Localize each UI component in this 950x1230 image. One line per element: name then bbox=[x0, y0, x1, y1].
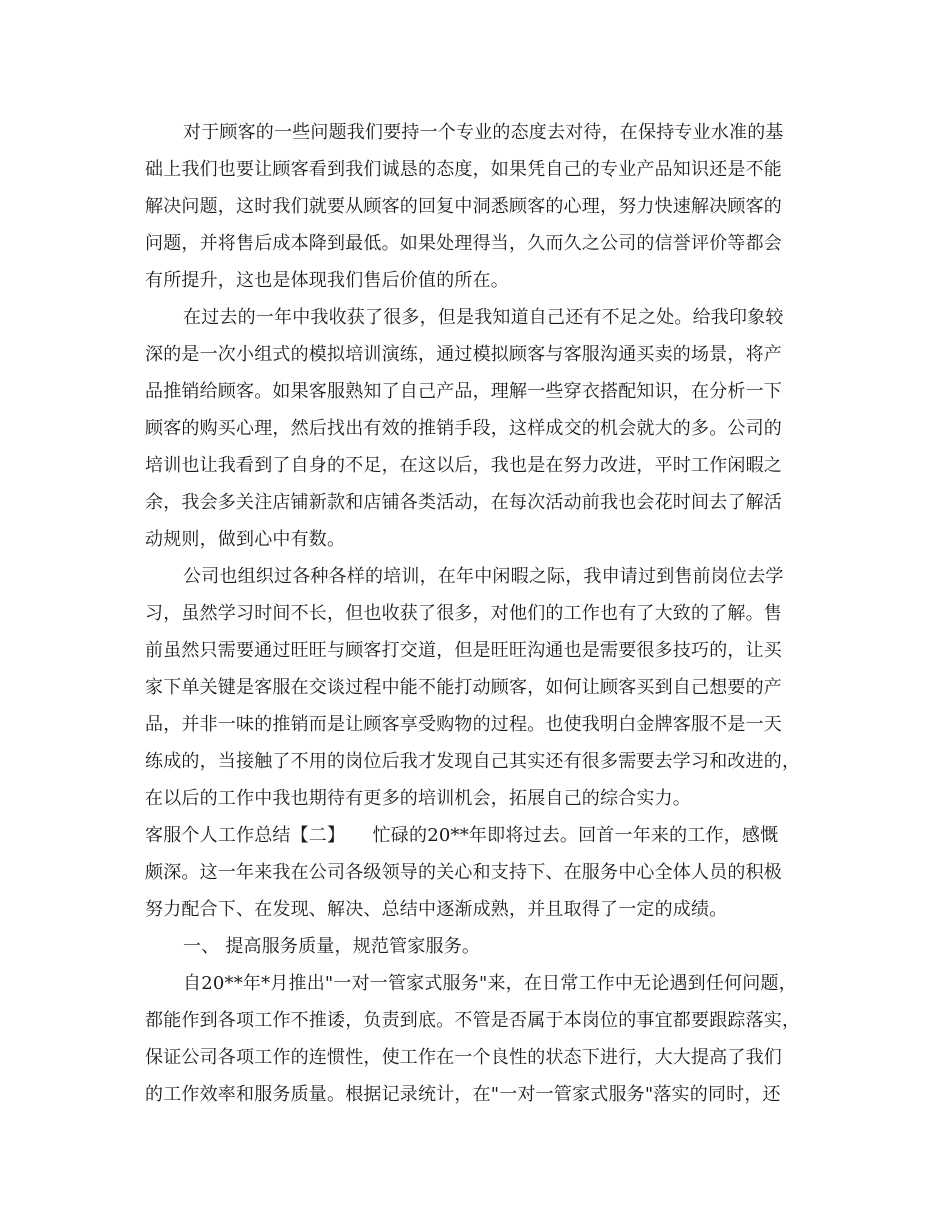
paragraph-line: 在过去的一年中我收获了很多，但是我知道自己还有不足之处。给我印象较 bbox=[183, 307, 784, 328]
paragraph-line: 颇深。这一年来我在公司各级领导的关心和支持下、在服务中心全体人员的积极 bbox=[145, 862, 782, 883]
paragraph-line: 保证公司各项工作的连惯性，使工作在一个良性的状态下进行，大大提高了我们 bbox=[145, 1047, 782, 1068]
paragraph-line: 顾客的购买心理，然后找出有效的推销手段，这样成交的机会就大的多。公司的 bbox=[145, 418, 782, 439]
paragraph-line: 培训也让我看到了自身的不足，在这以后，我也是在努力改进，平时工作闲暇之 bbox=[145, 455, 782, 476]
paragraph-line: 对于顾客的一些问题我们要持一个专业的态度去对待，在保持专业水准的基 bbox=[183, 122, 784, 143]
paragraph-line: 础上我们也要让顾客看到我们诚恳的态度，如果凭自己的专业产品知识还是不能 bbox=[145, 159, 782, 180]
paragraph-line: 都能作到各项工作不推诿，负责到底。不管是否属于本岗位的事宜都要跟踪落实， bbox=[145, 1010, 801, 1031]
paragraph-line: 前虽然只需要通过旺旺与顾客打交道，但是旺旺沟通也是需要很多技巧的，让买 bbox=[145, 640, 782, 661]
paragraph-line: 公司也组织过各种各样的培训，在年中闲暇之际，我申请过到售前岗位去学 bbox=[183, 566, 784, 587]
paragraph-line: 问题，并将售后成本降到最低。如果处理得当，久而久之公司的信誉评价等都会 bbox=[145, 233, 782, 254]
paragraph-line: 练成的，当接触了不用的岗位后我才发现自己其实还有很多需要去学习和改进的， bbox=[145, 751, 801, 772]
subsection-heading: 一、 提高服务质量，规范管家服务。 bbox=[183, 936, 481, 957]
paragraph-line: 品，并非一味的推销而是让顾客享受购物的过程。也使我明白金牌客服不是一天 bbox=[145, 714, 782, 735]
paragraph-line: 家下单关键是客服在交谈过程中能不能打动顾客，如何让顾客买到自己想要的产 bbox=[145, 677, 782, 698]
paragraph-line: 自20**年*月推出"一对一管家式服务"来，在日常工作中无论遇到任何问题， bbox=[183, 973, 797, 994]
paragraph-line: 习，虽然学习时间不长，但也收获了很多，对他们的工作也有了大致的了解。售 bbox=[145, 603, 782, 624]
paragraph-line: 有所提升，这也是体现我们售后价值的所在。 bbox=[145, 270, 509, 291]
section-heading-line: 客服个人工作总结【二】 忙碌的20**年即将过去。回首一年来的工作，感慨 bbox=[145, 825, 779, 846]
paragraph-line: 的工作效率和服务质量。根据记录统计，在"一对一管家式服务"落实的同时，还 bbox=[145, 1084, 781, 1105]
paragraph-line: 动规则，做到心中有数。 bbox=[145, 529, 346, 550]
paragraph-line: 品推销给顾客。如果客服熟知了自己产品，理解一些穿衣搭配知识，在分析一下 bbox=[145, 381, 782, 402]
paragraph-line: 努力配合下、在发现、解决、总结中逐渐成熟，并且取得了一定的成绩。 bbox=[145, 899, 728, 920]
paragraph-line: 余，我会多关注店铺新款和店铺各类活动，在每次活动前我也会花时间去了解活 bbox=[145, 492, 782, 513]
paragraph-line: 深的是一次小组式的模拟培训演练，通过模拟顾客与客服沟通买卖的场景，将产 bbox=[145, 344, 782, 365]
paragraph-line: 解决问题，这时我们就要从顾客的回复中洞悉顾客的心理，努力快速解决顾客的 bbox=[145, 196, 782, 217]
paragraph-line: 在以后的工作中我也期待有更多的培训机会，拓展自己的综合实力。 bbox=[145, 788, 691, 809]
